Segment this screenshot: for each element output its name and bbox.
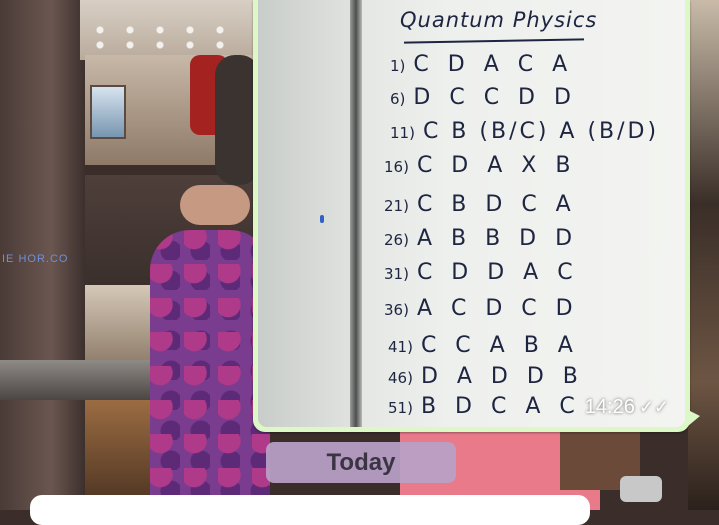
railing [0, 360, 170, 400]
title-underline [404, 38, 584, 43]
marker-mark [320, 215, 324, 223]
answer-row: 36) A C D C D [384, 296, 579, 321]
person-arm [180, 185, 250, 225]
next-message-bubble[interactable] [30, 495, 590, 525]
date-separator [266, 442, 456, 483]
bubble-tail [688, 410, 700, 426]
answer-row: 51) B D C A C [388, 394, 581, 419]
right-edge-background [688, 0, 719, 510]
whiteboard-title: Quantum Physics [400, 8, 598, 32]
whiteboard-photo[interactable] [258, 0, 685, 427]
answer-row: 11) C B (B/C) A (B/D) [390, 119, 660, 144]
board-left-panel [258, 0, 350, 427]
answer-row: 31) C D D A C [384, 260, 579, 285]
date-separator-label: Today [326, 448, 396, 476]
board-frame [350, 0, 362, 427]
answer-row: 21) C B D C A [384, 192, 577, 217]
wristwatch [620, 476, 662, 502]
answer-row: 6) D C C D D [390, 85, 577, 110]
image-message-bubble[interactable] [253, 0, 690, 432]
answer-row: 16) C D A X B [384, 153, 577, 178]
poster [90, 85, 126, 139]
double-check-icon: ✓✓ [638, 397, 669, 417]
answer-row: 46) D A D D B [388, 364, 584, 389]
person-floral-shirt [150, 230, 270, 510]
answer-row: 41) C C A B A [388, 333, 579, 358]
answer-row: 26) A B B D D [384, 226, 579, 251]
answer-row: 1) C D A C A [390, 52, 574, 77]
ceiling-lights [90, 20, 240, 50]
message-timestamp: 14:26 ✓✓ [584, 396, 669, 418]
neon-sign: IE HOR.CO [2, 253, 69, 265]
